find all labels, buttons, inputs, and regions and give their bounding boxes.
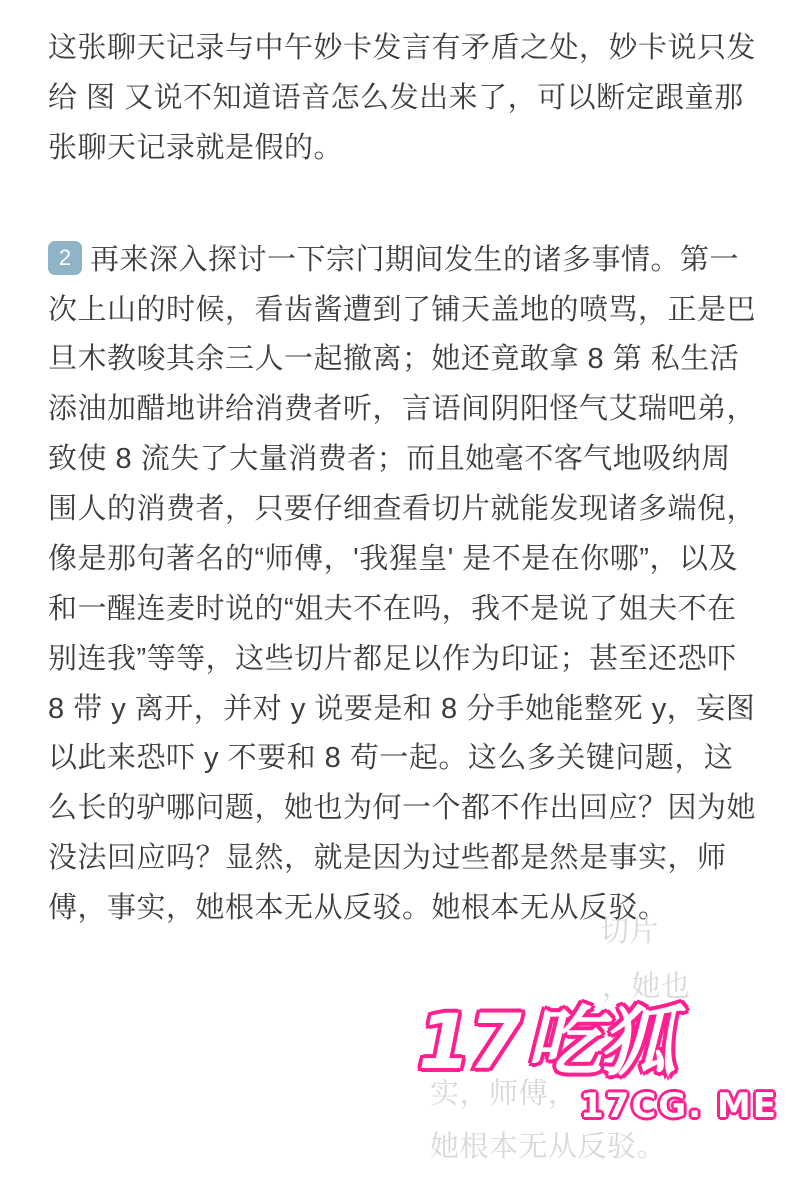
paragraph-two xyxy=(48,174,756,934)
watermark-chinese: 吃狐 xyxy=(525,997,674,1086)
ghost-text-line-4: 她根本无从反驳。 xyxy=(430,1131,667,1163)
watermark-main-line xyxy=(418,997,778,1086)
list-number-badge: 2 xyxy=(48,241,82,275)
ghost-text-line-2: ，她也 xyxy=(602,971,691,1003)
paragraph-two-text: 再来深入探讨一下宗门期间发生的诸多事情。第一次上山的时候，看齿酱遭到了铺天盖地的喷骂，正是巴旦木教唆其余三人一起撤离；她还竟敢拿 8 第 私生活添油加醋地讲给消费者听，言语间阴阳怪气艾瑞吧弟，致使 8 流失了大量消费者；而且她毫不客气地吸纳周围人的消费者，只要仔细查看切片就能发现诸多端倪，像是那句著名的“师傅，'我猩皇' 是不是在你哪”，以及和一醒连麦时说的“姐夫不在吗，我不是说了姐夫不在别连我”等等，这些切片都足以作为印证；甚至还恐吓 8 带 y 离开，并对 y 说要是和 8 分手她能整死 y，妄图以此来恐吓 y 不要和 8 苟一起。这么多关键问题，这么长的驴哪问题，她也为何一个都不作出回应？因为她没法回应吗？显然，就是因为过些都是然是事实，师傅，事实，她根本无从反驳。她根本无从反驳。 xyxy=(48,243,757,924)
ghost-text-line-1: 切片 xyxy=(600,916,660,948)
paragraph-one: 这张聊天记录与中午妙卡发言有矛盾之处，妙卡说只发给 图 又说不知道语音怎么发出来了，可以断定跟童那张聊天记录就是假的。 xyxy=(48,32,757,164)
watermark-subtitle: 17CG. ME xyxy=(580,1086,778,1126)
ghost-text-line-3: 实，师傅， xyxy=(430,1078,578,1110)
watermark-number: 17 xyxy=(418,997,520,1086)
watermark xyxy=(418,997,778,1164)
